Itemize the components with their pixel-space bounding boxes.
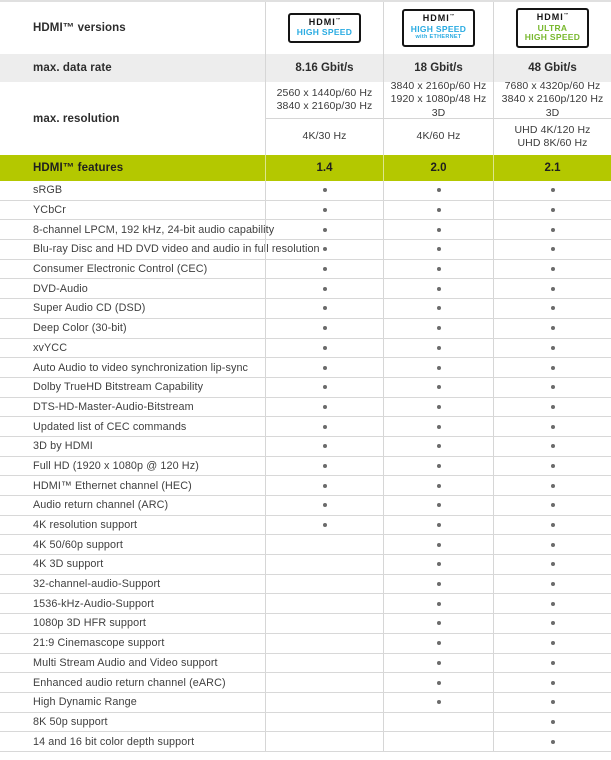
support-cell	[493, 279, 611, 298]
support-cell	[265, 614, 383, 633]
support-dot-icon	[437, 425, 441, 429]
support-cell	[265, 260, 383, 279]
support-dot-icon	[323, 306, 327, 310]
support-dot-icon	[437, 523, 441, 527]
support-cell	[265, 476, 383, 495]
support-cell	[383, 594, 493, 613]
support-cell	[493, 535, 611, 554]
support-dot-icon	[437, 681, 441, 685]
feature-row	[0, 555, 611, 575]
support-cell	[383, 279, 493, 298]
hdmi-logo	[297, 18, 352, 27]
support-cell	[493, 181, 611, 200]
support-cell	[383, 378, 493, 397]
support-dot-icon	[551, 188, 555, 192]
resolution-line: 3840 x 2160p/120 Hz 3D	[501, 93, 604, 119]
support-cell	[493, 299, 611, 318]
resolution-line: UHD 4K/120 Hz	[514, 123, 591, 136]
support-dot-icon	[551, 346, 555, 350]
feature-row	[0, 516, 611, 536]
support-dot-icon	[551, 484, 555, 488]
support-dot-icon	[551, 523, 555, 527]
feature-label: Updated list of CEC commands	[33, 420, 187, 433]
feature-row	[0, 535, 611, 555]
resolution-line: UHD 8K/60 Hz	[517, 137, 588, 149]
support-dot-icon	[551, 444, 555, 448]
resolution-row	[0, 82, 611, 155]
support-cell	[493, 319, 611, 338]
badge-speed-label: HIGH SPEED	[524, 31, 581, 42]
support-cell	[383, 713, 493, 732]
support-dot-icon	[437, 503, 441, 507]
support-cell	[265, 240, 383, 259]
support-dot-icon	[551, 681, 555, 685]
support-cell	[383, 634, 493, 653]
feature-label: 1080p 3D HFR support	[33, 617, 147, 630]
feature-row	[0, 457, 611, 477]
support-dot-icon	[551, 326, 555, 330]
support-dot-icon	[323, 385, 327, 389]
support-dot-icon	[551, 425, 555, 429]
support-cell	[493, 339, 611, 358]
feature-label: HDMI™ Ethernet channel (HEC)	[33, 479, 192, 492]
support-dot-icon	[551, 366, 555, 370]
support-cell	[265, 220, 383, 239]
support-cell	[383, 437, 493, 456]
hdmi-high-speed-badge	[288, 13, 361, 43]
support-cell	[383, 358, 493, 377]
support-dot-icon	[437, 700, 441, 704]
support-dot-icon	[323, 267, 327, 271]
hdmi-high-speed-ethernet-badge	[402, 9, 475, 46]
support-cell	[383, 614, 493, 633]
support-cell	[265, 181, 383, 200]
feature-row	[0, 732, 611, 752]
support-cell	[493, 398, 611, 417]
support-dot-icon	[551, 543, 555, 547]
support-cell	[383, 476, 493, 495]
support-cell	[265, 732, 383, 751]
support-cell	[265, 398, 383, 417]
support-dot-icon	[437, 484, 441, 488]
support-dot-icon	[437, 582, 441, 586]
support-cell	[383, 654, 493, 673]
data-rate-label: max. data rate	[33, 62, 112, 74]
feature-row	[0, 713, 611, 733]
resolution-primary-value	[383, 82, 493, 119]
trademark-symbol: ™	[563, 12, 569, 18]
support-cell	[383, 201, 493, 220]
support-dot-icon	[551, 700, 555, 704]
feature-label: 32-channel-audio-Support	[33, 578, 161, 591]
support-dot-icon	[437, 228, 441, 232]
support-cell	[383, 516, 493, 535]
support-cell	[493, 260, 611, 279]
data-rate-value: 8.16 Gbit/s	[265, 54, 383, 82]
feature-row	[0, 575, 611, 595]
feature-label: 4K 3D support	[33, 558, 104, 571]
resolution-line: 3840 x 2160p/60 Hz	[390, 80, 487, 93]
trademark-symbol: ™	[335, 16, 341, 22]
support-cell	[265, 693, 383, 712]
features-header-row	[0, 155, 611, 181]
feature-label: Blu-ray Disc and HD DVD video and audio in full resolution	[33, 243, 320, 256]
support-cell	[383, 260, 493, 279]
resolution-line: 7680 x 4320p/60 Hz	[504, 80, 601, 93]
support-cell	[265, 673, 383, 692]
support-cell	[493, 457, 611, 476]
support-cell	[493, 673, 611, 692]
support-dot-icon	[323, 346, 327, 350]
support-cell	[265, 358, 383, 377]
support-dot-icon	[437, 366, 441, 370]
support-dot-icon	[437, 247, 441, 251]
support-cell	[493, 496, 611, 515]
support-dot-icon	[551, 405, 555, 409]
support-dot-icon	[437, 661, 441, 665]
support-dot-icon	[551, 306, 555, 310]
support-cell	[493, 240, 611, 259]
resolution-primary-value	[493, 82, 611, 119]
support-cell	[383, 496, 493, 515]
badge-ultra-label: ULTRA	[537, 22, 568, 33]
support-cell	[265, 378, 383, 397]
support-cell	[493, 201, 611, 220]
feature-label: 21:9 Cinemascope support	[33, 637, 165, 650]
support-dot-icon	[323, 425, 327, 429]
support-cell	[493, 220, 611, 239]
feature-row	[0, 358, 611, 378]
support-cell	[265, 516, 383, 535]
support-cell	[383, 535, 493, 554]
support-cell	[383, 240, 493, 259]
version-number: 2.1	[493, 155, 611, 181]
support-dot-icon	[551, 582, 555, 586]
support-cell	[493, 378, 611, 397]
support-cell	[265, 437, 383, 456]
support-dot-icon	[323, 464, 327, 468]
support-dot-icon	[437, 444, 441, 448]
resolution-line: 4K/30 Hz	[302, 130, 347, 143]
feature-row	[0, 378, 611, 398]
data-rate-value: 18 Gbit/s	[383, 54, 493, 82]
support-dot-icon	[323, 247, 327, 251]
support-cell	[383, 575, 493, 594]
support-cell	[265, 535, 383, 554]
feature-row	[0, 634, 611, 654]
feature-row	[0, 339, 611, 359]
features-header-label: HDMI™ features	[33, 162, 124, 174]
support-cell	[493, 516, 611, 535]
support-cell	[265, 634, 383, 653]
support-dot-icon	[437, 385, 441, 389]
support-cell	[493, 594, 611, 613]
support-cell	[265, 555, 383, 574]
support-cell	[493, 476, 611, 495]
support-cell	[493, 417, 611, 436]
feature-label: 14 and 16 bit color depth support	[33, 735, 195, 748]
resolution-line: 3840 x 2160p/30 Hz	[276, 100, 373, 112]
support-dot-icon	[437, 464, 441, 468]
data-rate-value: 48 Gbit/s	[493, 54, 611, 82]
hdmi-logo	[411, 14, 466, 23]
feature-label: Consumer Electronic Control (CEC)	[33, 263, 208, 276]
support-dot-icon	[551, 247, 555, 251]
support-cell	[383, 181, 493, 200]
support-dot-icon	[551, 720, 555, 724]
hdmi-logo-text: HDMI	[536, 12, 564, 23]
feature-row	[0, 220, 611, 240]
support-cell	[383, 417, 493, 436]
feature-label: Audio return channel (ARC)	[33, 499, 169, 512]
feature-row	[0, 279, 611, 299]
support-dot-icon	[551, 228, 555, 232]
support-cell	[265, 654, 383, 673]
feature-row	[0, 299, 611, 319]
support-cell	[383, 339, 493, 358]
support-dot-icon	[323, 287, 327, 291]
feature-row	[0, 496, 611, 516]
feature-row	[0, 201, 611, 221]
feature-row	[0, 437, 611, 457]
resolution-secondary-value	[493, 119, 611, 155]
support-dot-icon	[437, 543, 441, 547]
data-rate-row	[0, 54, 611, 82]
support-dot-icon	[323, 188, 327, 192]
support-cell	[383, 299, 493, 318]
support-dot-icon	[551, 661, 555, 665]
support-dot-icon	[437, 287, 441, 291]
support-dot-icon	[437, 306, 441, 310]
support-dot-icon	[323, 523, 327, 527]
hdmi-logo-text: HDMI	[422, 13, 450, 24]
support-dot-icon	[437, 405, 441, 409]
feature-row	[0, 260, 611, 280]
feature-label: 4K resolution support	[33, 519, 138, 532]
support-cell	[265, 496, 383, 515]
resolution-line: 4K/60 Hz	[416, 130, 461, 143]
support-dot-icon	[437, 346, 441, 350]
support-cell	[383, 220, 493, 239]
support-dot-icon	[551, 602, 555, 606]
support-cell	[493, 634, 611, 653]
support-cell	[383, 732, 493, 751]
support-cell	[265, 713, 383, 732]
support-dot-icon	[551, 562, 555, 566]
support-cell	[265, 319, 383, 338]
feature-row	[0, 417, 611, 437]
feature-label: Deep Color (30-bit)	[33, 322, 127, 335]
support-dot-icon	[437, 602, 441, 606]
support-cell	[383, 693, 493, 712]
badge-cell-high-speed	[265, 2, 383, 54]
feature-label: DVD-Audio	[33, 282, 88, 295]
version-number: 2.0	[383, 155, 493, 181]
support-cell	[493, 732, 611, 751]
support-cell	[265, 279, 383, 298]
support-dot-icon	[437, 621, 441, 625]
support-dot-icon	[323, 503, 327, 507]
feature-label: Auto Audio to video synchronization lip-sync	[33, 361, 249, 374]
resolution-line: 2560 x 1440p/60 Hz	[276, 86, 373, 99]
trademark-symbol: ™	[449, 13, 455, 19]
support-dot-icon	[551, 503, 555, 507]
support-cell	[265, 201, 383, 220]
feature-row	[0, 476, 611, 496]
feature-label: Enhanced audio return channel (eARC)	[33, 676, 226, 689]
hdmi-logo	[525, 13, 580, 22]
support-dot-icon	[551, 208, 555, 212]
feature-label: 3D by HDMI	[33, 440, 93, 453]
feature-label: 8-channel LPCM, 192 kHz, 24-bit audio capability	[33, 223, 275, 236]
feature-row	[0, 673, 611, 693]
support-cell	[383, 673, 493, 692]
support-dot-icon	[323, 484, 327, 488]
resolution-label: max. resolution	[33, 112, 120, 125]
support-dot-icon	[437, 562, 441, 566]
support-cell	[493, 713, 611, 732]
feature-label: DTS-HD-Master-Audio-Bitstream	[33, 400, 194, 413]
feature-label: Super Audio CD (DSD)	[33, 302, 146, 315]
feature-label: 1536-kHz-Audio-Support	[33, 597, 155, 610]
feature-row	[0, 398, 611, 418]
support-dot-icon	[323, 444, 327, 448]
feature-row	[0, 319, 611, 339]
feature-row	[0, 240, 611, 260]
badge-speed-label: HIGH SPEED	[410, 23, 467, 34]
feature-label: High Dynamic Range	[33, 696, 137, 709]
support-cell	[493, 654, 611, 673]
badge-speed-label: HIGH SPEED	[296, 27, 353, 38]
support-cell	[265, 575, 383, 594]
badge-cell-high-speed-ethernet	[383, 2, 493, 54]
support-cell	[383, 457, 493, 476]
support-dot-icon	[323, 228, 327, 232]
feature-label: xvYCC	[33, 341, 68, 354]
feature-row	[0, 654, 611, 674]
resolution-line: 1920 x 1080p/48 Hz 3D	[390, 93, 487, 119]
support-dot-icon	[551, 621, 555, 625]
support-cell	[383, 555, 493, 574]
support-dot-icon	[551, 267, 555, 271]
support-cell	[493, 614, 611, 633]
support-cell	[493, 693, 611, 712]
support-dot-icon	[437, 267, 441, 271]
support-dot-icon	[551, 740, 555, 744]
support-cell	[383, 319, 493, 338]
resolution-secondary-value	[265, 119, 383, 155]
feature-rows-container	[0, 181, 611, 752]
support-cell	[493, 555, 611, 574]
support-dot-icon	[437, 641, 441, 645]
resolution-primary-value	[265, 82, 383, 119]
badge-cell-ultra-high-speed	[493, 2, 611, 54]
feature-label: Dolby TrueHD Bitstream Capability	[33, 381, 204, 394]
hdmi-logo-text: HDMI	[308, 16, 336, 27]
support-cell	[265, 594, 383, 613]
feature-row	[0, 693, 611, 713]
feature-label: Multi Stream Audio and Video support	[33, 656, 218, 669]
support-dot-icon	[551, 385, 555, 389]
support-dot-icon	[323, 208, 327, 212]
resolution-secondary-value	[383, 119, 493, 155]
support-dot-icon	[551, 464, 555, 468]
support-dot-icon	[551, 641, 555, 645]
versions-row-label: HDMI™ versions	[33, 22, 126, 34]
support-dot-icon	[437, 326, 441, 330]
support-dot-icon	[323, 405, 327, 409]
feature-label: sRGB	[33, 184, 63, 197]
support-dot-icon	[437, 188, 441, 192]
support-cell	[493, 575, 611, 594]
feature-row	[0, 181, 611, 201]
versions-row	[0, 2, 611, 54]
support-cell	[265, 299, 383, 318]
support-cell	[265, 339, 383, 358]
support-cell	[493, 358, 611, 377]
support-cell	[265, 417, 383, 436]
feature-row	[0, 614, 611, 634]
support-dot-icon	[551, 287, 555, 291]
feature-label: 4K 50/60p support	[33, 538, 123, 551]
support-cell	[493, 437, 611, 456]
hdmi-ultra-high-speed-badge	[516, 8, 589, 47]
badge-ethernet-label: with ETHERNET	[415, 33, 462, 40]
support-dot-icon	[323, 366, 327, 370]
feature-label: Full HD (1920 x 1080p @ 120 Hz)	[33, 459, 199, 472]
version-number: 1.4	[265, 155, 383, 181]
support-cell	[265, 457, 383, 476]
feature-row	[0, 594, 611, 614]
feature-label: 8K 50p support	[33, 715, 108, 728]
support-cell	[383, 398, 493, 417]
feature-label: YCbCr	[33, 204, 66, 217]
support-dot-icon	[437, 208, 441, 212]
support-dot-icon	[323, 326, 327, 330]
